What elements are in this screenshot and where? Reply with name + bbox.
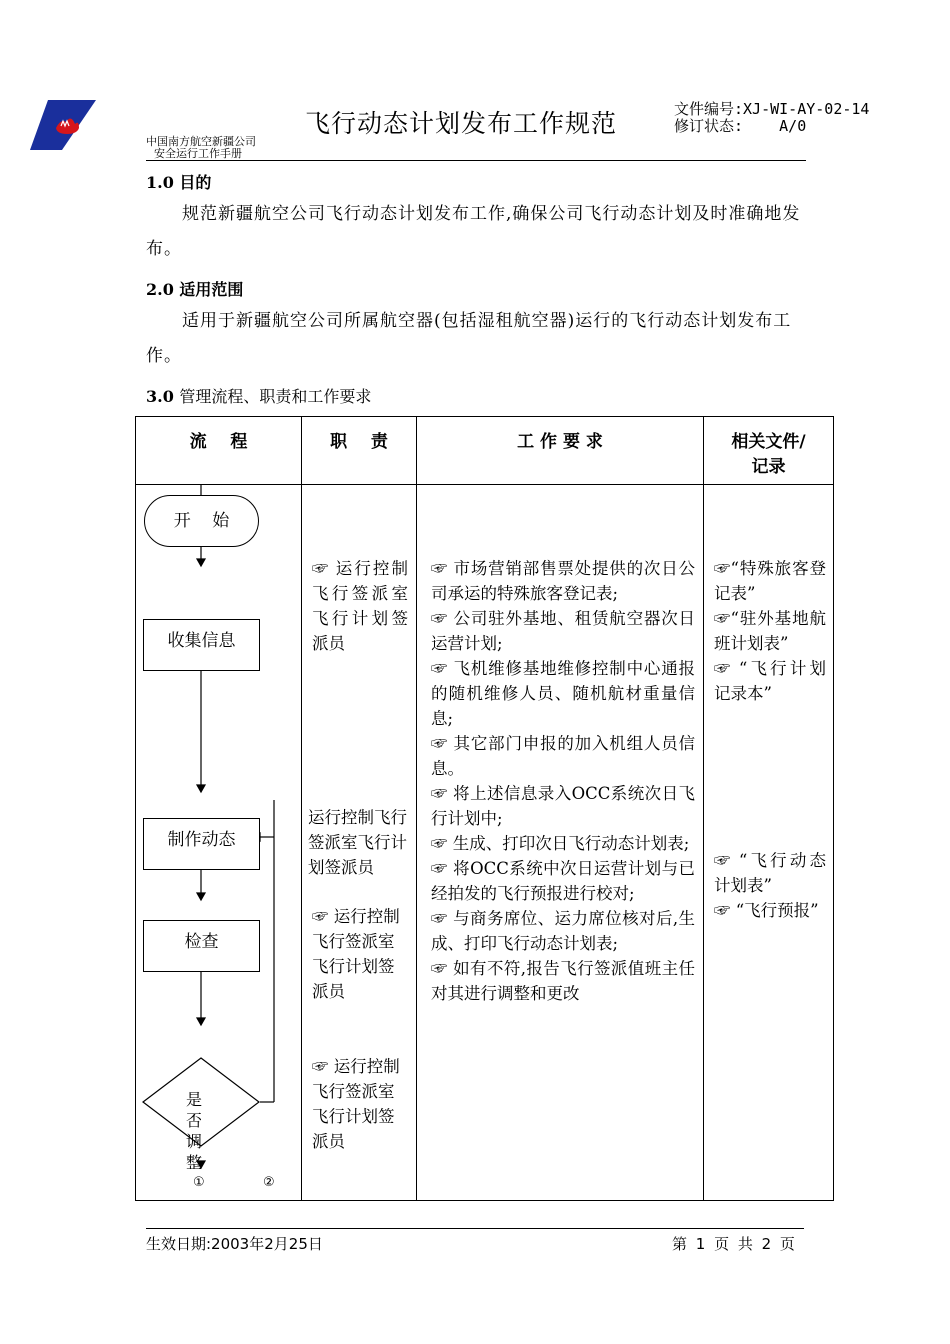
requirements-list — [431, 556, 695, 1006]
docs-list-make — [714, 848, 826, 923]
requirement-item: ☞ 生成、打印次日飞行动态计划表; — [431, 834, 690, 853]
requirement-item: ☞ 其它部门申报的加入机组人员信息。 — [431, 734, 695, 778]
flow-start: 开 始 — [144, 495, 259, 547]
doc-item: ☞ “飞行动态计划表” — [714, 851, 826, 895]
footer-divider — [146, 1228, 804, 1229]
section-2-body: 适用于新疆航空公司所属航空器(包括湿租航空器)运行的飞行动态计划发布工作。 — [146, 311, 792, 366]
page-number: 第 1 页 共 2 页 — [672, 1235, 795, 1253]
docs-cell — [704, 485, 834, 1201]
flow-make-dynamic: 制作动态 — [143, 818, 260, 870]
header-duty: 职 责 — [302, 417, 417, 485]
doc-item: ☞ “飞行计划记录本” — [714, 659, 826, 703]
section-1-body: 规范新疆航空公司飞行动态计划发布工作,确保公司飞行动态计划及时准确地发布。 — [146, 204, 801, 259]
flow-collect-info: 收集信息 — [143, 619, 260, 671]
requirement-item: ☞ 与商务席位、运力席位核对后,生成、打印飞行动态计划表; — [431, 909, 695, 953]
section-2-heading: 2.0 适用范围 — [146, 280, 244, 299]
section-3-heading: 3.0 管理流程、职责和工作要求 — [146, 387, 372, 406]
doc-item: ☞ “飞行预报” — [714, 901, 819, 920]
requirement-item: ☞ 将上述信息录入OCC系统次日飞行计划中; — [431, 784, 695, 828]
docs-list-collect — [714, 556, 826, 706]
flow-check: 检查 — [143, 920, 260, 972]
revision-status: 修订状态: A/0 — [674, 117, 807, 135]
duty-check: ☞ 运行控制飞行签派室飞行计划签派员 — [312, 907, 400, 1001]
process-table — [135, 416, 834, 1201]
duty-cell — [302, 485, 417, 1201]
doc-item: ☞“特殊旅客登记表” — [714, 559, 826, 603]
org-name: 中国南方航空新疆公司 — [146, 135, 256, 148]
manual-name: 安全运行工作手册 — [154, 147, 242, 160]
flow-cell — [136, 485, 302, 1201]
requirement-item: ☞ 公司驻外基地、租赁航空器次日运营计划; — [431, 609, 695, 653]
requirement-item: ☞ 将OCC系统中次日运营计划与已经拍发的飞行预报进行校对; — [431, 859, 695, 903]
requirement-item: ☞ 飞机维修基地维修控制中心通报的随机维修人员、随机航材重量信息; — [431, 659, 695, 728]
requirements-cell — [417, 485, 704, 1201]
header-docs: 相关文件/ 记录 — [704, 417, 834, 485]
flow-marker-1: ① — [193, 1175, 205, 1190]
requirement-item: ☞ 市场营销部售票处提供的次日公司承运的特殊旅客登记表; — [431, 559, 695, 603]
requirement-item: ☞ 如有不符,报告飞行签派值班主任对其进行调整和更改 — [431, 959, 695, 1003]
company-logo — [30, 100, 96, 150]
flow-marker-2: ② — [263, 1175, 275, 1190]
header-flow: 流 程 — [136, 417, 302, 485]
page-title: 飞行动态计划发布工作规范 — [305, 109, 618, 138]
section-1-heading: 1.0 目的 — [146, 173, 212, 192]
duty-collect: ☞ 运行控制飞行签派室飞行计划签派员 — [312, 559, 408, 653]
doc-item: ☞“驻外基地航班计划表” — [714, 609, 826, 653]
flow-decision-adjust: 是 否 调 整 — [185, 1090, 202, 1172]
duty-adjust: ☞ 运行控制飞行签派室飞行计划签派员 — [312, 1057, 400, 1151]
header-divider — [146, 160, 806, 161]
header-requirements: 工 作 要 求 — [417, 417, 704, 485]
effective-date: 生效日期:2003年2月25日 — [146, 1235, 323, 1253]
duty-make: 运行控制飞行签派室飞行计划签派员 — [308, 808, 407, 877]
doc-number: 文件编号:XJ-WI-AY-02-14 — [674, 100, 870, 118]
